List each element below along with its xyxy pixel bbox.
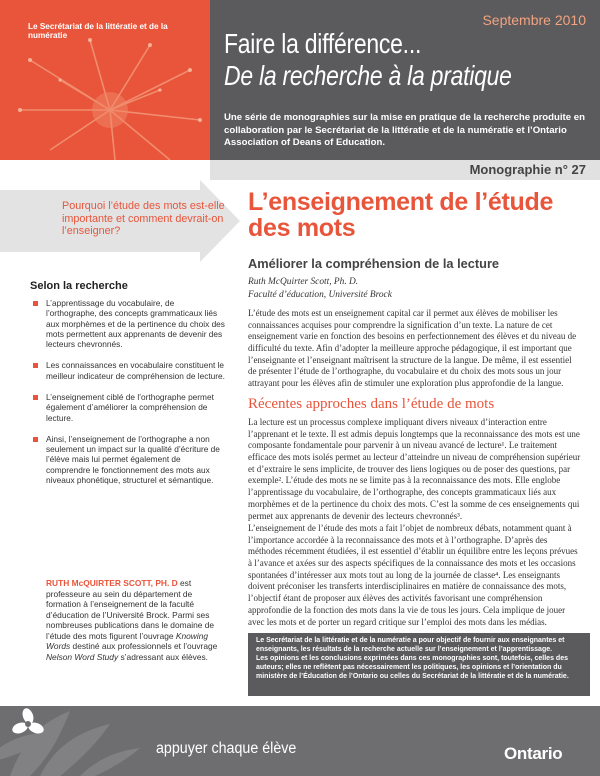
publication-date: Septembre 2010	[482, 12, 586, 28]
disclaimer-opinions: Les opinions et les conclusions exprimées dans ces monographies sont, toutefois, celles des auteurs; elles ne reflètent pas nécessairement les politiques, les opinions et l’orientation du ministère de l’Éducation de l’Ontario ou celles du Secrétariat de la littératie et de la numératie.	[256, 654, 569, 680]
body-paragraph: L’enseignement de l’étude des mots a fait l’objet de nombreux débats, notamment quant à l’importance accordée à la reconnaissance des mots et à l’orthographe. D’après des méthodes récemment étudiées, il est essentiel d’établir un équilibre entre les leçons prévues à l’avance et axées sur des aspects spécifiques de la connaissance des mots et les occasions spontanées d’intéresser aux mots tout au long de la journée de classe⁴. Les enseignants doivent préconiser les transferts interdisciplinaires en matière de connaissance des mots, l’objectif étant de proposer aux élèves des activités favorisant une compréhension approfondie de la fonction des mots dans la vie de tous les jours. Cela implique de jouer avec les mots et de porter un regard critique sur l’emploi des mots dans les médias.	[248, 523, 578, 627]
monograph-band	[210, 160, 600, 180]
author-bio: RUTH McQUIRTER SCOTT, PH. D est professeure au sein du département de formation à l’enseignement de la faculté d’éducation de l’Université Brock. Parmi ses nombreuses publications dans le domaine de l’étude des mots figurent l’ouvrage Knowing Words destiné aux professionnels et l’ouvrage Nelson Word Study s’adressant aux élèves.	[46, 578, 218, 662]
disclaimer-purpose: Le Secrétariat de la littératie et de la numératie a pour objectif de fournir aux enseignantes et enseignants, les résultats de la recherche actuelle sur l’enseignement et l’apprentissage.	[256, 637, 565, 653]
section-heading: Récentes approches dans l’étude de mots	[248, 396, 495, 412]
article-title: L’enseignement de l’étude des mots	[248, 188, 554, 242]
list-item: L’enseignement ciblé de l’orthographe permet également d’améliorer la compréhension de lecture.	[30, 392, 226, 423]
sidebar-heading: Selon la recherche	[30, 280, 128, 292]
article-subtitle: Améliorer la compréhension de la lecture	[248, 256, 500, 271]
series-subtitle: De la recherche à la pratique	[224, 60, 512, 91]
footer-bar	[0, 706, 600, 776]
bullet-icon	[33, 395, 38, 400]
author-affiliation: Faculté d’éducation, Université Brock	[248, 290, 392, 300]
research-findings-list	[30, 298, 226, 496]
article-author: Ruth McQuirter Scott, Ph. D.	[248, 277, 359, 287]
series-title: Faire la différence...	[224, 28, 422, 59]
body-paragraph: L’étude des mots est un enseignement capital car il permet aux élèves de mobiliser les connaissances acquises pour comprendre la signification d’un texte. La nature de cet enseignement varie en fonction des besoins en perfectionnement des élèves et du niveau de difficulté du texte. Afin d’adopter la meilleure approche pédagogique, il est important que l’enseignante et l’enseignant maîtrisent la structure de la langue. De même, il est essentiel de présenter l’étude de l’orthographe, du vocabulaire et du choix des mots sous un jour attrayant pour les élèves afin de stimuler une exploration plus approfondie de la langue.	[248, 308, 577, 389]
series-description: Une série de monographies sur la mise en pratique de la recherche produite en collaboration par le Secrétariat de la littératie et de la numératie et l’Ontario Association of Deans of Education.	[224, 112, 585, 149]
disclaimer-box	[248, 633, 590, 696]
ontario-wordmark: Ontario	[504, 744, 563, 763]
header-title-panel	[210, 0, 600, 160]
footer-slogan: appuyer chaque élève	[156, 740, 297, 757]
bio-author-name: RUTH McQUIRTER SCOTT, PH. D	[46, 578, 178, 588]
list-item: Ainsi, l’enseignement de l’orthographe a non seulement un impact sur la qualité d’écriture de l’élève mais lui permet également de comprendre le fonctionnement des mots aux niveaux phonétique, structurel et sémantique.	[30, 434, 226, 485]
bullet-icon	[33, 437, 38, 442]
key-question: Pourquoi l’étude des mots est-elle importante et comment devrait-on l’enseigner?	[62, 200, 225, 238]
ontario-trillium-icon	[0, 706, 120, 756]
book-title: Knowing Words	[46, 630, 209, 651]
bullet-icon	[33, 363, 38, 368]
body-paragraph: La lecture est un processus complexe impliquant divers niveaux d’interaction entre l’apprenant et le texte. Il est admis depuis longtemps que la reconnaissance des mots est une composante fondamentale pour parvenir à un niveau avancé de lecture¹. Le traitement efficace des mots isolés permet au lecteur d’atteindre un niveau de compréhension supérieur et d’extraire le sens implicite, de trouver des liens logiques ou de poser des questions, par exemple². L’étude des mots ne se limite pas à la reconnaissance des mots. Elle englobe l’apprentissage du vocabulaire, de l’orthographe, des concepts grammaticaux liés aux morphèmes et de la pertinence du choix des mots. C’est la somme de ces enseignements qui permet aux apprenants de devenir des lecteurs chevronnés³.	[248, 417, 581, 521]
list-item: L’apprentissage du vocabulaire, de l’orthographe, des concepts grammaticaux liés aux morphèmes et de la pertinence du choix des mots permettent aux apprenants de devenir des lecteurs chevronnés.	[30, 298, 226, 349]
book-title: Nelson Word Study	[46, 651, 119, 662]
list-item: Les connaissances en vocabulaire constituent le meilleur indicateur de compréhension de lecture.	[30, 360, 226, 381]
secretariat-label: Le Secrétariat de la littératie et de la numératie	[28, 22, 168, 41]
bullet-icon	[33, 301, 38, 306]
monograph-number: Monographie n° 27	[469, 162, 586, 177]
header-brand-panel	[0, 0, 210, 160]
